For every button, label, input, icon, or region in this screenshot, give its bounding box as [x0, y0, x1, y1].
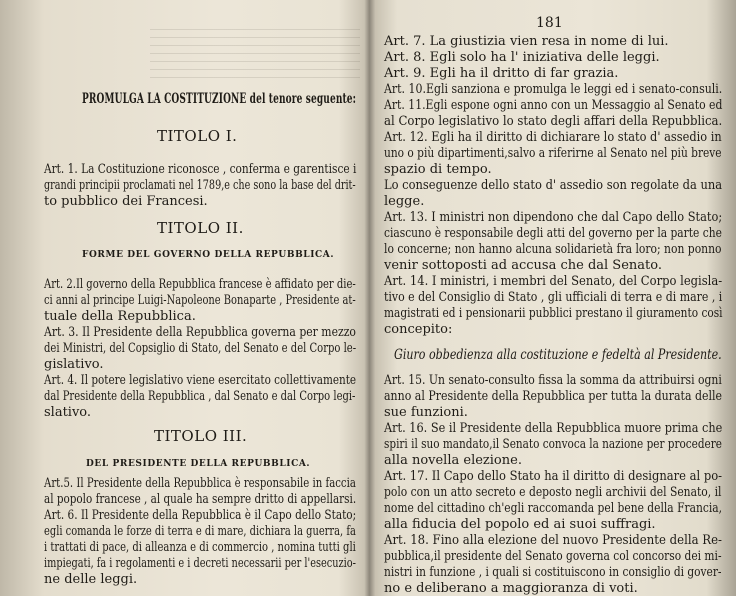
article-6-line-3: i trattati di pace, di alleanza e di commercio , nomina tutti gli [44, 540, 356, 555]
article-15-line-2: anno al Presidente della Repubblica per tutta la durata delle [384, 389, 723, 404]
article-7: Art. 7. La giustizia vien resa in nome di lui. [384, 34, 669, 49]
article-14-line-4: concepito: [384, 322, 453, 337]
article-3-line-2: dei Ministri, del Copsiglio di Stato, del Senato e del Corpo le- [44, 341, 357, 356]
article-17-line-3: nome del cittadino ch'egli raccomanda pel bene della Francia, [384, 501, 723, 516]
article-15-line-3: sue funzioni. [384, 405, 468, 420]
article-6-line-4: impiegati, fa i regolamenti e i decreti necessarii per l'esecuzio- [44, 556, 356, 571]
title-3: TITOLO III. [154, 427, 248, 445]
article-1-line-3: to pubblico dei Francesi. [44, 194, 208, 209]
article-3-line-3: gislativo. [44, 357, 104, 372]
article-16-line-3: alla novella elezione. [384, 453, 522, 468]
article-5-line-1: Art.5. Il Presidente della Repubblica è responsabile in faccia [44, 476, 356, 491]
article-5-line-2: al popolo francese , al quale ha sempre dritto di appellarsi. [44, 492, 357, 507]
article-2-line-3: tuale della Repubblica. [44, 309, 196, 324]
article-1-line-1: Art. 1. La Costituzione riconosce , conferma e garentisce i [44, 162, 357, 177]
section-heading-forme: FORME DEL GOVERNO DELLA REPUBBLICA. [82, 250, 335, 260]
article-17-line-4: alla fiducia del popolo ed ai suoi suffragi. [384, 517, 656, 532]
article-6-line-5: ne delle leggi. [44, 572, 138, 587]
article-4-line-1: Art. 4. Il potere legislativo viene esercitato collettivamente [44, 373, 357, 388]
article-12-line-1: Art. 12. Egli ha il diritto di dichiarare lo stato d' assedio in [384, 130, 722, 145]
promulgation-heading: PROMULGA LA COSTITUZIONE del tenore seguente: [82, 91, 357, 107]
article-12-line-2: uno o più dipartimenti,salvo a riferirne al Senato nel più breve [384, 146, 722, 161]
article-16-line-2: spiri il suo mandato,il Senato convoca la nazione per procedere [384, 437, 722, 452]
article-6-line-1: Art. 6. Il Presidente della Repubblica è il Capo dello Stato; [44, 508, 357, 523]
article-16-line-1: Art. 16. Se il Presidente della Repubblica muore prima che [384, 421, 723, 436]
article-11-line-1: Art. 11.Egli espone ogni anno con un Messaggio al Senato ed [384, 98, 723, 113]
article-18-line-2: pubblica,il presidente del Senato governa col concorso dei mi- [384, 549, 722, 564]
article-14-line-1: Art. 14. I ministri, i membri del Senato, del Corpo legisla- [384, 274, 723, 289]
right-page [376, 0, 728, 596]
article-12-line-3: spazio di tempo. [384, 162, 492, 177]
article-3-line-1: Art. 3. Il Presidente della Repubblica governa per mezzo [44, 325, 356, 340]
article-4-line-3: slativo. [44, 405, 92, 420]
article-13-line-4: venir sottoposti ad accusa che dal Senato. [384, 258, 662, 273]
article-12-line-4: Lo conseguenze dello stato d' assedio son regolate da una [384, 178, 723, 193]
article-13-line-2: ciascuno è responsabile degli atti del governo per la parte che [384, 226, 722, 241]
section-heading-presidente: DEL PRESIDENTE DELLA REPUBBLICA. [86, 459, 311, 469]
article-1-line-2: grandi principii proclamati nel 1789,e che sono la base del drit- [44, 178, 356, 193]
article-13-line-1: Art. 13. I ministri non dipendono che dal Capo dello Stato; [384, 210, 723, 225]
article-18-line-1: Art. 18. Fino alla elezione del nuovo Presidente della Re- [384, 533, 722, 548]
article-9: Art. 9. Egli ha il dritto di far grazia. [384, 66, 619, 81]
article-17-line-1: Art. 17. Il Capo dello Stato ha il diritto di designare al po- [384, 469, 723, 484]
title-2: TITOLO II. [157, 219, 244, 237]
article-15-line-1: Art. 15. Un senato-consulto fissa la somma da attribuirsi ogni [384, 373, 722, 388]
left-page [0, 0, 362, 596]
page-number: 181 [536, 15, 563, 31]
article-14-line-2: tivo e del Consiglio di Stato , gli ufficiali di terra e di mare , i [384, 290, 723, 305]
article-12-line-5: legge. [384, 194, 425, 209]
article-8: Art. 8. Egli solo ha l' iniziativa delle leggi. [384, 50, 660, 65]
title-1: TITOLO I. [157, 127, 238, 145]
article-4-line-2: dal Presidente della Repubblica , dal Senato e dal Corpo legi- [44, 389, 356, 404]
article-13-line-3: lo concerne; non hanno alcuna solidarietà fra loro; non ponno [384, 242, 722, 257]
article-6-line-2: egli comanda le forze di terra e di mare, dichiara la guerra, fa [44, 524, 356, 539]
article-2-line-2: ci anni al principe Luigi-Napoleone Bonaparte , Presidente at- [44, 293, 356, 308]
article-14-line-3: magistrati ed i pensionarii pubblici prestano il giuramento così [384, 306, 723, 321]
article-11-line-2: al Corpo legislativo lo stato degli affari della Repubblica. [384, 114, 723, 129]
bleed-through-text [150, 28, 360, 78]
article-17-line-2: polo con un atto secreto e deposto negli archivii del Senato, il [384, 485, 722, 500]
article-2-line-1: Art. 2.Il governo della Repubblica francese è affidato per die- [44, 277, 356, 292]
article-18-line-4: no e deliberano a maggioranza di voti. [384, 581, 638, 596]
article-10: Art. 10.Egli sanziona e promulga le leggi ed i senato-consuli. [384, 82, 723, 97]
article-18-line-3: nistri in funzione , i quali si costituiscono in consiglio di gover- [384, 565, 722, 580]
oath-text: Giuro obbedienza alla costituzione e fedeltà al Presidente. [394, 347, 722, 363]
